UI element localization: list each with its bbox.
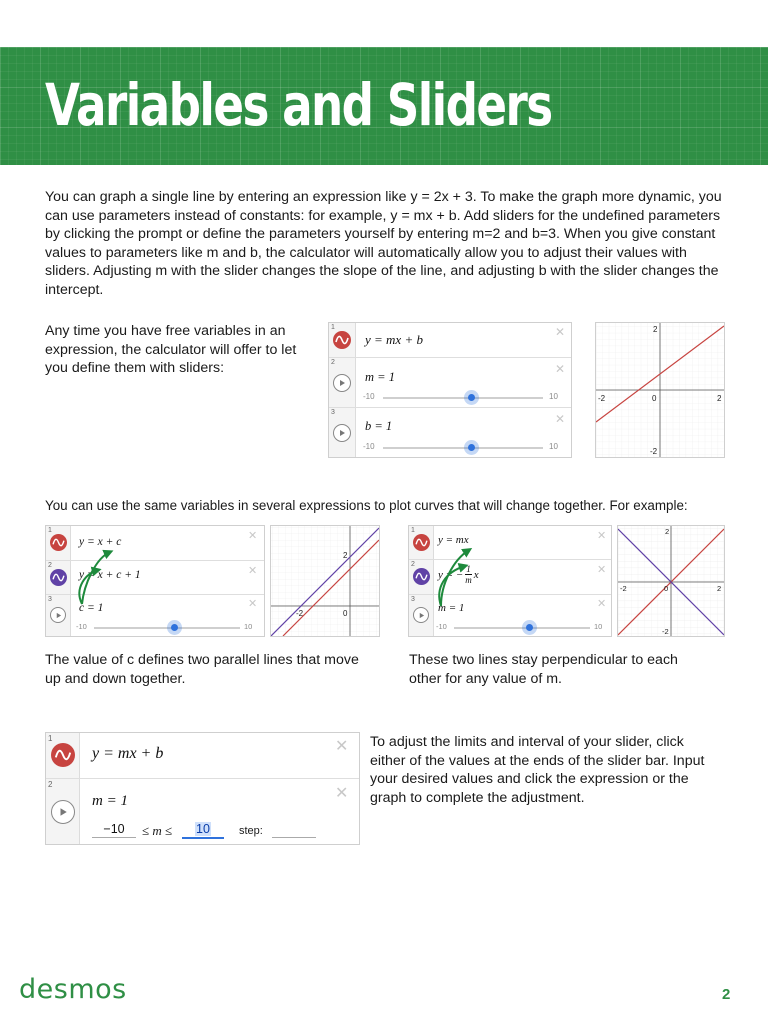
delete-icon[interactable]: ✕ bbox=[248, 529, 258, 542]
step-label: step: bbox=[239, 825, 263, 837]
delete-icon[interactable]: ✕ bbox=[597, 597, 607, 610]
expression-suffix: x bbox=[473, 568, 479, 581]
delete-icon[interactable]: ✕ bbox=[555, 362, 566, 376]
slider-row[interactable] bbox=[329, 408, 571, 457]
expression-row[interactable] bbox=[329, 323, 571, 358]
tick-label: -2 bbox=[620, 584, 627, 593]
slider-max[interactable]: 10 bbox=[549, 442, 558, 451]
row-number: 3 bbox=[411, 596, 415, 603]
page-title: Variables and Sliders bbox=[45, 71, 552, 139]
caption-perpendicular: These two lines stay perpendicular to each other for any value of m. bbox=[409, 652, 678, 687]
tick-label: 2 bbox=[653, 325, 658, 334]
slider-handle[interactable] bbox=[468, 394, 475, 401]
slider-max[interactable]: 10 bbox=[549, 392, 558, 401]
page-number: 2 bbox=[722, 986, 731, 1003]
slider-min[interactable]: -10 bbox=[76, 622, 87, 631]
fraction-denominator: m bbox=[465, 575, 472, 585]
tick-label: 2 bbox=[717, 584, 722, 593]
slider-expression[interactable]: m = 1 bbox=[365, 370, 395, 384]
expression-text[interactable]: y = mx bbox=[438, 534, 469, 546]
slider-max[interactable]: 10 bbox=[244, 622, 253, 631]
delete-icon[interactable]: ✕ bbox=[597, 529, 607, 542]
limit-relation bbox=[142, 823, 172, 839]
slider-max-value: 10 bbox=[196, 822, 210, 836]
delete-icon[interactable]: ✕ bbox=[555, 412, 566, 426]
expression-list-example-2 bbox=[45, 525, 265, 637]
caption-parallel: The value of c defines two parallel lines that move up and down together. bbox=[45, 652, 359, 687]
play-icon[interactable] bbox=[333, 374, 351, 392]
expression-text[interactable]: y = x + c bbox=[79, 536, 122, 548]
expression-list-example-1 bbox=[328, 322, 572, 458]
slider-row[interactable] bbox=[329, 358, 571, 408]
row-number: 1 bbox=[331, 324, 335, 331]
slider-expression[interactable]: b = 1 bbox=[365, 419, 393, 433]
graph-example-3[interactable] bbox=[617, 525, 725, 637]
free-variables-paragraph: Any time you have free variables in an expression, the calculator will offer to let you define them with sliders: bbox=[45, 323, 297, 376]
row-number: 2 bbox=[411, 561, 415, 568]
expression-list-example-4 bbox=[45, 732, 360, 845]
slider-min-input[interactable] bbox=[92, 822, 136, 838]
relation-right: ≤ bbox=[165, 823, 173, 838]
slider-expression[interactable]: c = 1 bbox=[79, 602, 104, 614]
slider-expression[interactable]: m = 1 bbox=[92, 793, 128, 809]
graph-example-1[interactable] bbox=[595, 322, 725, 458]
row-number: 3 bbox=[48, 596, 52, 603]
tick-label: 2 bbox=[343, 551, 348, 560]
expression-row[interactable] bbox=[46, 733, 359, 779]
expression-text[interactable]: y = mx + b bbox=[365, 332, 423, 347]
tick-label: -2 bbox=[598, 394, 606, 403]
red-graph-icon[interactable] bbox=[51, 743, 75, 767]
delete-icon[interactable]: ✕ bbox=[555, 325, 566, 339]
delete-icon[interactable]: ✕ bbox=[335, 736, 349, 755]
tick-label: -2 bbox=[296, 609, 304, 618]
slider-track[interactable] bbox=[383, 447, 543, 449]
slider-row[interactable] bbox=[46, 779, 359, 844]
red-graph-icon[interactable] bbox=[333, 331, 351, 349]
play-icon[interactable] bbox=[51, 800, 75, 824]
slider-track[interactable] bbox=[383, 397, 543, 399]
delete-icon[interactable]: ✕ bbox=[248, 597, 258, 610]
delete-icon[interactable]: ✕ bbox=[597, 563, 607, 576]
slider-min-value: −10 bbox=[103, 822, 125, 836]
tick-label: -2 bbox=[650, 447, 658, 456]
row-number: 2 bbox=[48, 562, 52, 569]
row-number: 1 bbox=[48, 734, 53, 743]
arrow-annotation bbox=[409, 526, 611, 636]
same-variables-paragraph: You can use the same variables in several expressions to plot curves that will change together. For example: bbox=[45, 498, 688, 513]
expression-text[interactable]: y = x + c + 1 bbox=[79, 569, 141, 581]
slider-min[interactable]: -10 bbox=[363, 442, 375, 451]
slider-step-input[interactable] bbox=[272, 822, 316, 838]
tick-label: -2 bbox=[662, 627, 669, 636]
relation-left: ≤ bbox=[142, 823, 150, 838]
slider-handle[interactable] bbox=[468, 444, 475, 451]
row-number: 1 bbox=[411, 527, 415, 534]
expression-prefix: y = − bbox=[438, 568, 464, 581]
adjust-limits-paragraph: To adjust the limits and interval of your slider, click either of the values at the ends of the slider bar. Input your desired values and click the expression or the graph to complete the adjustment. bbox=[370, 734, 705, 806]
limit-variable: m bbox=[152, 823, 162, 838]
tick-label: 2 bbox=[717, 394, 722, 403]
row-number: 3 bbox=[331, 409, 335, 416]
slider-max-input[interactable] bbox=[182, 822, 224, 839]
expression-list-example-3 bbox=[408, 525, 612, 637]
delete-icon[interactable]: ✕ bbox=[335, 783, 349, 802]
desmos-logo: desmos bbox=[19, 974, 127, 1005]
fraction-numerator: 1 bbox=[466, 564, 471, 574]
tick-label: 0 bbox=[664, 584, 669, 593]
delete-icon[interactable]: ✕ bbox=[248, 564, 258, 577]
slider-min[interactable]: -10 bbox=[436, 622, 447, 631]
row-number: 2 bbox=[331, 359, 335, 366]
row-number: 2 bbox=[48, 780, 53, 789]
tick-label: 0 bbox=[652, 394, 657, 403]
slider-max[interactable]: 10 bbox=[594, 622, 603, 631]
slider-expression[interactable]: m = 1 bbox=[438, 602, 465, 614]
play-icon[interactable] bbox=[333, 424, 351, 442]
graph-example-2[interactable] bbox=[270, 525, 380, 637]
header-banner bbox=[0, 47, 768, 165]
tick-label: 0 bbox=[343, 609, 348, 618]
expression-text[interactable]: y = mx + b bbox=[92, 745, 164, 762]
arrow-annotation bbox=[46, 526, 264, 636]
intro-paragraph: You can graph a single line by entering an expression like y = 2x + 3. To make the graph more dynamic, you can use parameters instead of constants: for example, y = mx + b. Add sliders for the undefined parameters by clicking the prompt or define the parameters yourself by entering m=2 and b=3. When you give constant values to parameters like m and b, the calculator will automatically allow you to adjust their values with sliders. Adjusting m with the slider changes the slope of the line, and adjusting b with the slider changes the intercept. bbox=[45, 189, 722, 298]
row-number: 1 bbox=[48, 527, 52, 534]
slider-min[interactable]: -10 bbox=[363, 392, 375, 401]
tick-label: 2 bbox=[665, 527, 670, 536]
